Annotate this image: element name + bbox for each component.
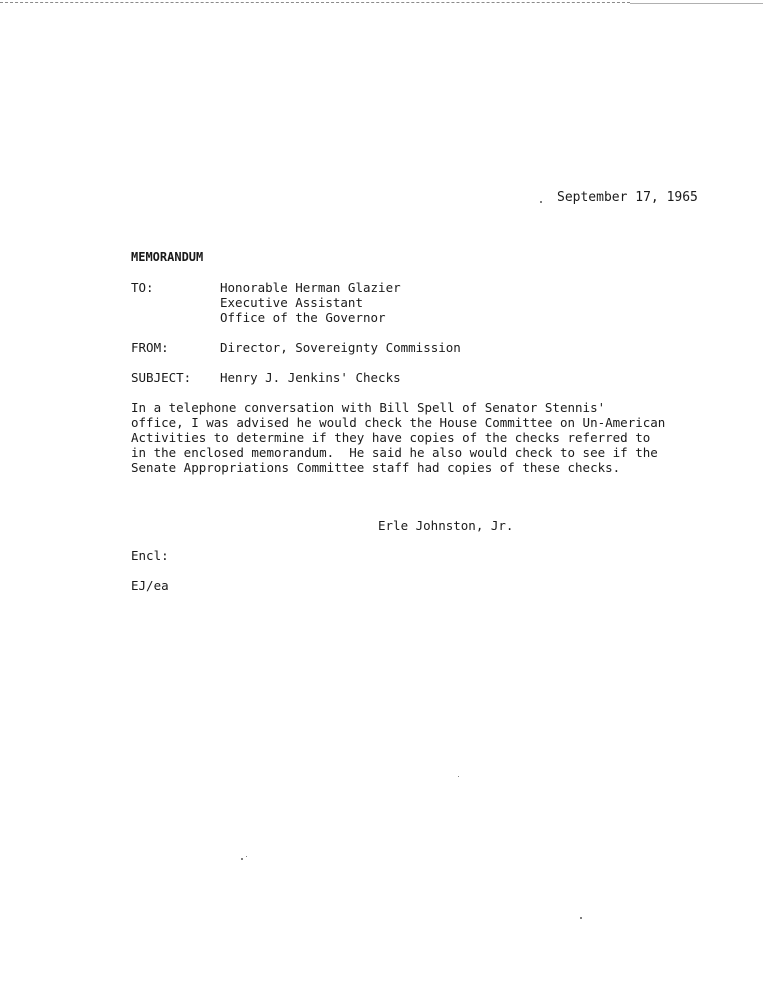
scan-speck [540, 201, 542, 203]
memo-body [131, 400, 731, 475]
scan-speck [580, 917, 582, 919]
memo-date: September 17, 1965 [557, 190, 698, 205]
enclosure-note: Encl: [131, 548, 169, 563]
page-top-edge-right [630, 3, 763, 4]
body-line: in the enclosed memorandum. He said he also would check to see if the [131, 445, 658, 460]
scan-speck [241, 858, 243, 860]
to-recipient-title: Executive Assistant [220, 295, 363, 310]
typist-initials: EJ/ea [131, 578, 169, 593]
body-line: In a telephone conversation with Bill Spell of Senator Stennis' [131, 400, 606, 415]
subject-label: SUBJECT: [131, 370, 192, 385]
from-value: Director, Sovereignty Commission [220, 340, 461, 355]
subject-value: Henry J. Jenkins' Checks [220, 370, 401, 385]
body-line: office, I was advised he would check the House Committee on Un-American [131, 415, 666, 430]
body-line: Activities to determine if they have copies of the checks referred to [131, 430, 651, 445]
memo-title: MEMORANDUM [131, 250, 204, 264]
to-recipient-name: Honorable Herman Glazier [220, 280, 401, 295]
page-top-edge [0, 2, 630, 3]
signature: Erle Johnston, Jr. [378, 518, 514, 533]
from-label: FROM: [131, 340, 169, 355]
scan-speck [246, 856, 247, 857]
body-line: Senate Appropriations Committee staff had copies of these checks. [131, 460, 621, 475]
to-label: TO: [131, 280, 154, 295]
scan-speck [458, 776, 459, 777]
to-recipient-office: Office of the Governor [220, 310, 386, 325]
